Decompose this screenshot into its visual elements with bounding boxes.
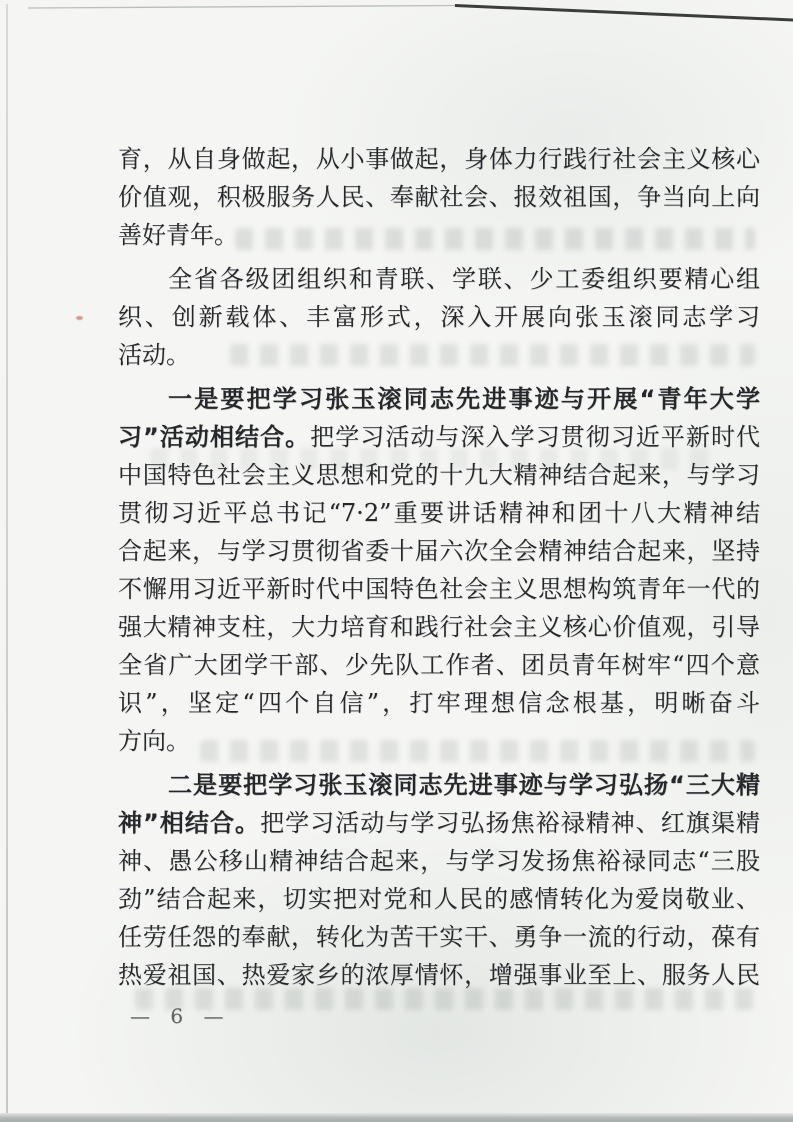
body-text: 活动。	[118, 341, 190, 369]
text-line	[118, 494, 760, 532]
text-line	[118, 842, 760, 880]
text-line	[118, 646, 760, 684]
body-text: 织、创新载体、丰富形式，深入开展向张玉滚同志学习	[118, 303, 760, 331]
body-text: 方向。	[118, 727, 190, 755]
body-text: 中国特色社会主义思想和党的十九大精神结合起来，与学习	[118, 461, 760, 489]
text-line	[118, 956, 760, 994]
body-text: 价值观，积极服务人民、奉献社会、报效祖国，争当向上向	[118, 183, 760, 211]
body-text: 合起来，与学习贯彻省委十届六次全会精神结合起来，坚持	[118, 537, 760, 565]
text-line	[118, 456, 760, 494]
text-line	[118, 570, 760, 608]
bold-lead-in-text: 二是要把学习张玉滚同志先进事迹与学习弘扬“三大精	[168, 771, 760, 799]
body-text: 热爱祖国、热爱家乡的浓厚情怀，增强事业至上、服务人民	[118, 961, 760, 989]
text-line	[118, 140, 760, 178]
bold-lead-in-text: 一是要把学习张玉滚同志先进事迹与开展“青年大学	[168, 385, 760, 413]
body-text: 全省广大团学干部、少先队工作者、团员青年树牢“四个意	[118, 651, 760, 679]
text-line	[118, 298, 760, 336]
body-text: 劲”结合起来，切实把对党和人民的感情转化为爱岗敬业、	[118, 885, 760, 913]
page-bottom-edge	[0, 1113, 793, 1122]
body-text: 贯彻习近平总书记“7·2”重要讲话精神和团十八大精神结	[118, 499, 760, 527]
text-line	[118, 804, 760, 842]
body-text: 育，从自身做起，从小事做起，身体力行践行社会主义核心	[118, 145, 760, 173]
text-line	[118, 766, 760, 804]
body-text: 把学习活动与学习弘扬焦裕禄精神、红旗渠精	[260, 809, 761, 837]
text-line	[118, 380, 760, 418]
body-text: 善好青年。	[118, 221, 238, 249]
text-line	[118, 918, 760, 956]
page-left-edge	[6, 4, 8, 1118]
body-text: 识”，坚定“四个自信”，打牢理想信念根基，明晰奋斗	[118, 689, 760, 717]
page-number: — 6 —	[130, 1004, 226, 1028]
scan-speck	[76, 316, 83, 320]
body-text: 神、愚公移山精神结合起来，与学习发扬焦裕禄同志“三股	[118, 847, 760, 875]
text-line	[118, 336, 760, 374]
bold-lead-in-text: 神”相结合。	[118, 809, 261, 837]
text-line	[118, 418, 760, 456]
body-text: 把学习活动与深入学习贯彻习近平新时代	[310, 423, 760, 451]
bold-lead-in-text: 习”活动相结合。	[118, 423, 311, 451]
text-line	[118, 178, 760, 216]
text-line	[118, 260, 760, 298]
body-text: 不懈用习近平新时代中国特色社会主义思想构筑青年一代的	[118, 575, 760, 603]
body-text: 强大精神支柱，大力培育和践行社会主义核心价值观，引导	[118, 613, 760, 641]
body-text: 全省各级团组织和青联、学联、少工委组织要精心组	[168, 265, 760, 293]
text-line	[118, 532, 760, 570]
text-line	[118, 684, 760, 722]
text-line	[118, 608, 760, 646]
body-text: 任劳任怨的奉献，转化为苦干实干、勇争一流的行动，葆有	[118, 923, 760, 951]
document-body	[118, 140, 760, 994]
text-line	[118, 216, 760, 254]
text-line	[118, 880, 760, 918]
page-top-edge	[0, 0, 793, 32]
text-line	[118, 722, 760, 760]
